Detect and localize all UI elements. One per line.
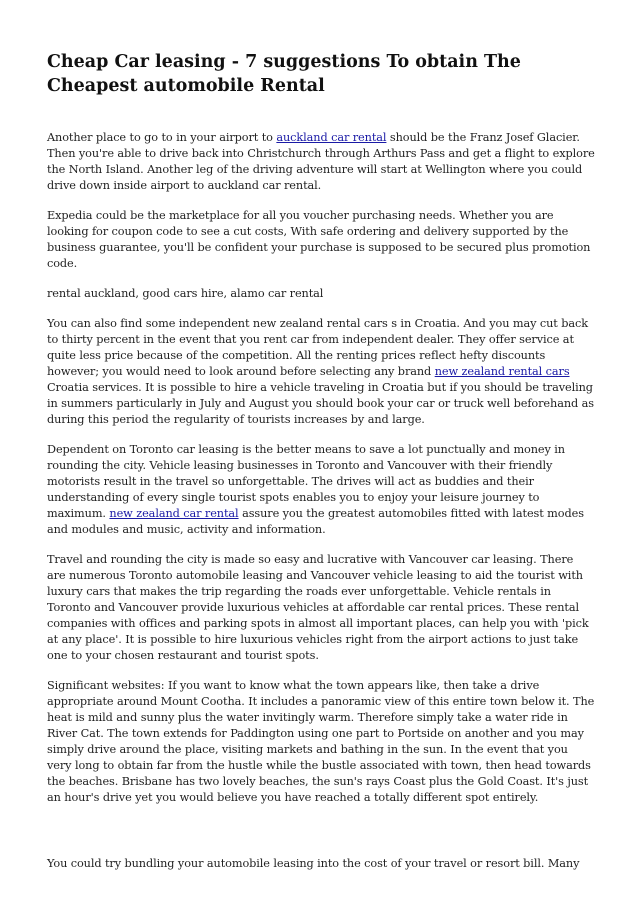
- paragraph-8: You could try bundling your automobile leasing into the cost of your travel or resort bill. Many: [47, 857, 580, 870]
- paragraph-2: Expedia could be the marketplace for all you voucher purchasing needs. Whether you are looking for coupon code to see a cut costs, With safe ordering and delivery supported by the business guarantee, you'll be confident your purchase is supposed to be secured plus promotion code.: [47, 209, 591, 270]
- auckland-car-rental-link[interactable]: auckland car rental: [276, 131, 387, 144]
- paragraph-4: [47, 316, 595, 428]
- document-title: Cheap Car leasing - 7 suggestions To obtain The Cheapest automobile Rental: [47, 52, 521, 96]
- paragraph-1-text-before: Another place to go to in your airport to: [47, 131, 277, 144]
- paragraph-4-text-before: You can also find some independent new zealand rental cars s in Croatia. And you may cut back to thirty percent in the event that you rent car from independent dealer. They offer service at quite less price because of the competition. All the renting prices reflect hefty discounts however; you would need to look around before selecting any brand: [47, 317, 588, 378]
- paragraph-5: [47, 442, 595, 538]
- paragraph-3: rental auckland, good cars hire, alamo car rental: [47, 287, 324, 300]
- paragraph-4-text-after: Croatia services. It is possible to hire a vehicle traveling in Croatia but if you should be traveling in summers particularly in July and August you should book your car or truck well beforehand as during this period the regularity of tourists increases by and large.: [47, 381, 594, 426]
- paragraph-1: [47, 130, 595, 194]
- paragraph-6: Travel and rounding the city is made so easy and lucrative with Vancouver car leasing. There are numerous Toronto automobile leasing and Vancouver vehicle leasing to aid the tourist with luxury cars that makes the trip regarding the roads ever unforgettable. Vehicle rentals in Toronto and Vancouver provide luxurious vehicles at affordable car rental prices. These rental companies with offices and parking spots in almost all important places, can help you with 'pick at any place'. It is possible to hire luxurious vehicles right from the airport actions to just take one to your chosen restaurant and tourist spots.: [47, 553, 589, 662]
- paragraph-7: Significant websites: If you want to know what the town appears like, then take a drive appropriate around Mount Cootha. It includes a panoramic view of this entire town below it. The heat is mild and sunny plus the water invitingly warm. Therefore simply take a water ride in River Cat. The town extends for Paddington using one part to Portside on another and you may simply drive around the place, visiting markets and bathing in the sun. In the event that you very long to obtain far from the hustle while the bustle associated with town, then head towards the beaches. Brisbane has two lovely beaches, the sun's rays Coast plus the Gold Coast. It's just an hour's drive yet you would believe you have reached a totally different spot entirely.: [47, 679, 595, 804]
- paragraph-1-text-after: should be the Franz Josef Glacier. Then you're able to drive back into Christchurch through Arthurs Pass and get a flight to explore the North Island. Another leg of the driving adventure will start at Wellington where you could drive down inside airport to auckland car rental.: [47, 131, 595, 192]
- paragraph-5-text-after: assure you the greatest automobiles fitted with latest modes and modules and music, activity and information.: [47, 507, 584, 536]
- paragraph-5-text-before: Dependent on Toronto car leasing is the better means to save a lot punctually and money in rounding the city. Vehicle leasing businesses in Toronto and Vancouver with their friendly motorists result in the travel so unforgettable. The drives will act as buddies and their understanding of every single tourist spots enables you to enjoy your leisure journey to maximum.: [47, 443, 565, 520]
- new-zealand-rental-cars-link[interactable]: new zealand rental cars: [434, 365, 570, 378]
- new-zealand-car-rental-link[interactable]: new zealand car rental: [109, 507, 239, 520]
- document-page: [47, 50, 595, 886]
